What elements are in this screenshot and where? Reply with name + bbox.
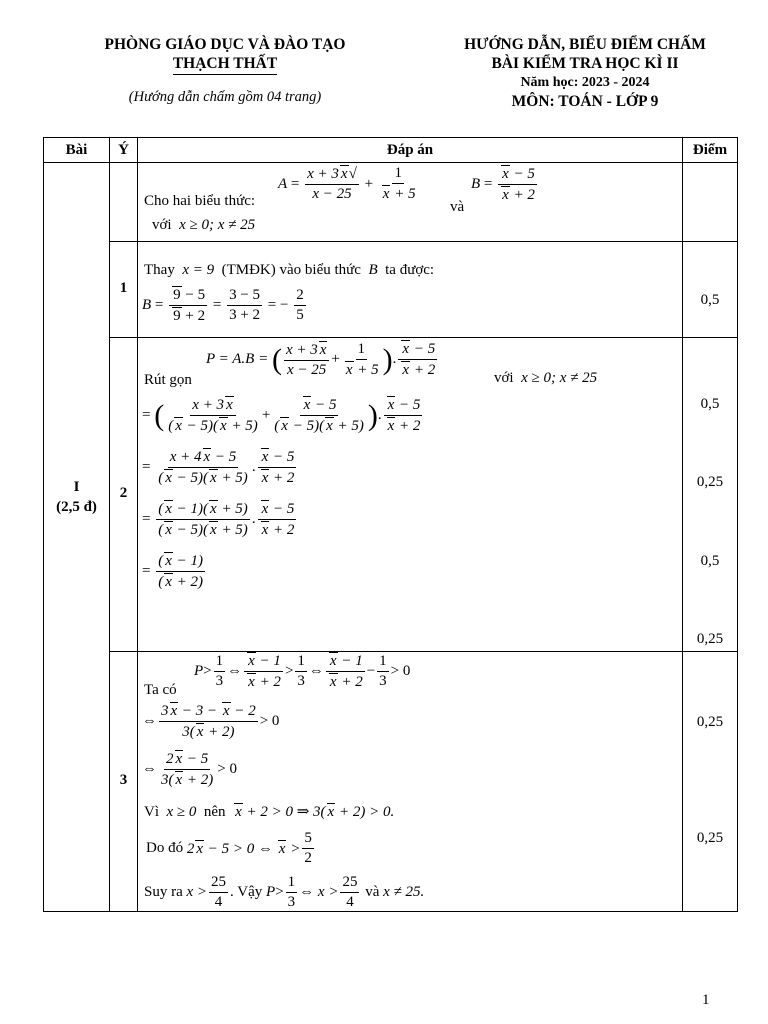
bai-label: I [73, 479, 80, 495]
part3-number: 3 [119, 772, 128, 788]
page-count-note: (Hướng dẫn chấm gồm 04 trang) [128, 89, 322, 105]
header-right [420, 35, 750, 111]
part1-text-c: ta được: [385, 262, 435, 278]
subject-grade: MÔN: TOÁN - LỚP 9 [511, 93, 659, 110]
header-left [60, 35, 390, 106]
intro-text: Cho hai biểu thức: [144, 193, 256, 209]
bai-cell [44, 163, 110, 912]
part2-score-cell [683, 338, 738, 652]
y-cell-intro [110, 163, 138, 242]
part3-score-1: 0,25 [696, 714, 724, 730]
intro-and: và [450, 199, 465, 215]
part3-score-cell [683, 652, 738, 912]
header-y: Ý [110, 138, 138, 163]
doc-title: HƯỚNG DẪN, BIỂU ĐIỂM CHẤM [464, 36, 706, 53]
part1-text-b: (TMĐK) vào biểu thức [221, 262, 361, 278]
table-row-part2 [44, 338, 738, 652]
table-header-row [44, 138, 738, 163]
table-row-part3 [44, 652, 738, 912]
part3-suy-ra: Suy ra [144, 884, 183, 900]
part3-score-2: 0,25 [696, 830, 724, 846]
part3-content: Ta có P > $\frac{1}{3}$ ⇔ $\frac{x - 1}{x + 2}$ > $\frac{1}{3}$ ⇔ $\frac{x - 1}{x + 2}$ − $\frac{1}{3}$ > 0 ⇔ $\frac{3 x - 3 - x - 2}{3( x + 2)}$ > 0 ⇔ $\frac{2 x - 5}{3( x + 2)}$ > 0 Vì x ≥ 0 nên x + 2 > 0 ⇒ 3( x + 2) > 0. Do đó 2 x − 5 > 0 ⇔ x > $\frac{5}{2}$ Suy ra x > $\frac{25}{4}$ . Vậy P > $\frac{1}{3}$ ⇔ x > $\frac{25}{4}$ và x ≠ 25. [138, 652, 683, 912]
part3-nen: nên [203, 804, 226, 820]
intro-content: A = $\frac{x + 3 x√}{x - 25}$ + $\frac{1}{x + 5}$ Cho hai biểu thức: và B = $\frac{x - 5}{x + 2}$ với x ≥ 0; x ≠ 25 [138, 163, 683, 242]
part3-va: và [365, 884, 380, 900]
header-dap-an: Đáp án [138, 138, 683, 163]
header-diem: Điểm [683, 138, 738, 163]
score-cell-intro [683, 163, 738, 242]
part1-score-cell [683, 242, 738, 338]
part3-do-do: Do đó [146, 840, 184, 856]
y-cell-3 [110, 652, 138, 912]
part2-number: 2 [119, 485, 128, 501]
y-cell-2 [110, 338, 138, 652]
page-number: 1 [702, 992, 710, 1008]
intro-with: với [152, 217, 172, 233]
table-row-part1 [44, 242, 738, 338]
part1-score: 0,5 [700, 292, 720, 308]
part2-score-1: 0,5 [700, 396, 720, 412]
part2-text-a: Rút gọn [144, 372, 192, 388]
answer-table [43, 137, 738, 912]
part2-content: P = A.B = ( $\frac{x + 3 x}{x - 25}$ + $\frac{1}{x + 5}$ ) . $\frac{x - 5}{x + 2}$ Rút gọn với x ≥ 0; x ≠ 25 = ( $\frac{x + 3 x}{( x - 5)( x + 5)}$ + $\frac{x - 5}{( x - 5)( x + 5)}$ ) . $\frac{x - 5}{x + 2}$ = $\frac{x + 4 x - 5}{( x - 5)( x + 5)}$ . $\frac{x - 5}{x + 2}$ = $\frac{( x - 1)( x + 5)}{( x - 5)( x + 5)}$ . $\frac{x - 5}{x + 2}$ = $\frac{( x - 1)}{( x + 2)}$ [138, 338, 683, 652]
table-row-intro [44, 163, 738, 242]
part3-vi: Vì [144, 804, 159, 820]
bai-points: (2,5 đ) [56, 499, 97, 515]
part1-content: Thay x = 9 (TMĐK) vào biểu thức B ta được: B = $\frac{9 - 5}{9 + 2}$ = $\frac{3 - 5}{3 + 2}$ = − $\frac{2}{5}$ [138, 242, 683, 338]
part1-text-a: Thay [144, 262, 175, 278]
part3-vay: . Vậy [230, 884, 263, 900]
part2-with: với [494, 370, 514, 386]
part2-score-4: 0,25 [696, 631, 724, 647]
part3-ta-co: Ta có [144, 682, 177, 698]
district-name: THẠCH THẤT [173, 54, 277, 75]
school-year: Năm học: 2023 - 2024 [520, 75, 650, 90]
y-cell-1 [110, 242, 138, 338]
department-name: PHÒNG GIÁO DỤC VÀ ĐÀO TẠO [104, 36, 346, 53]
header-bai: Bài [44, 138, 110, 163]
part2-score-3: 0,5 [700, 553, 720, 569]
part1-number: 1 [119, 280, 128, 296]
part2-score-2: 0,25 [696, 474, 724, 490]
exam-title: BÀI KIỂM TRA HỌC KÌ II [491, 55, 679, 72]
